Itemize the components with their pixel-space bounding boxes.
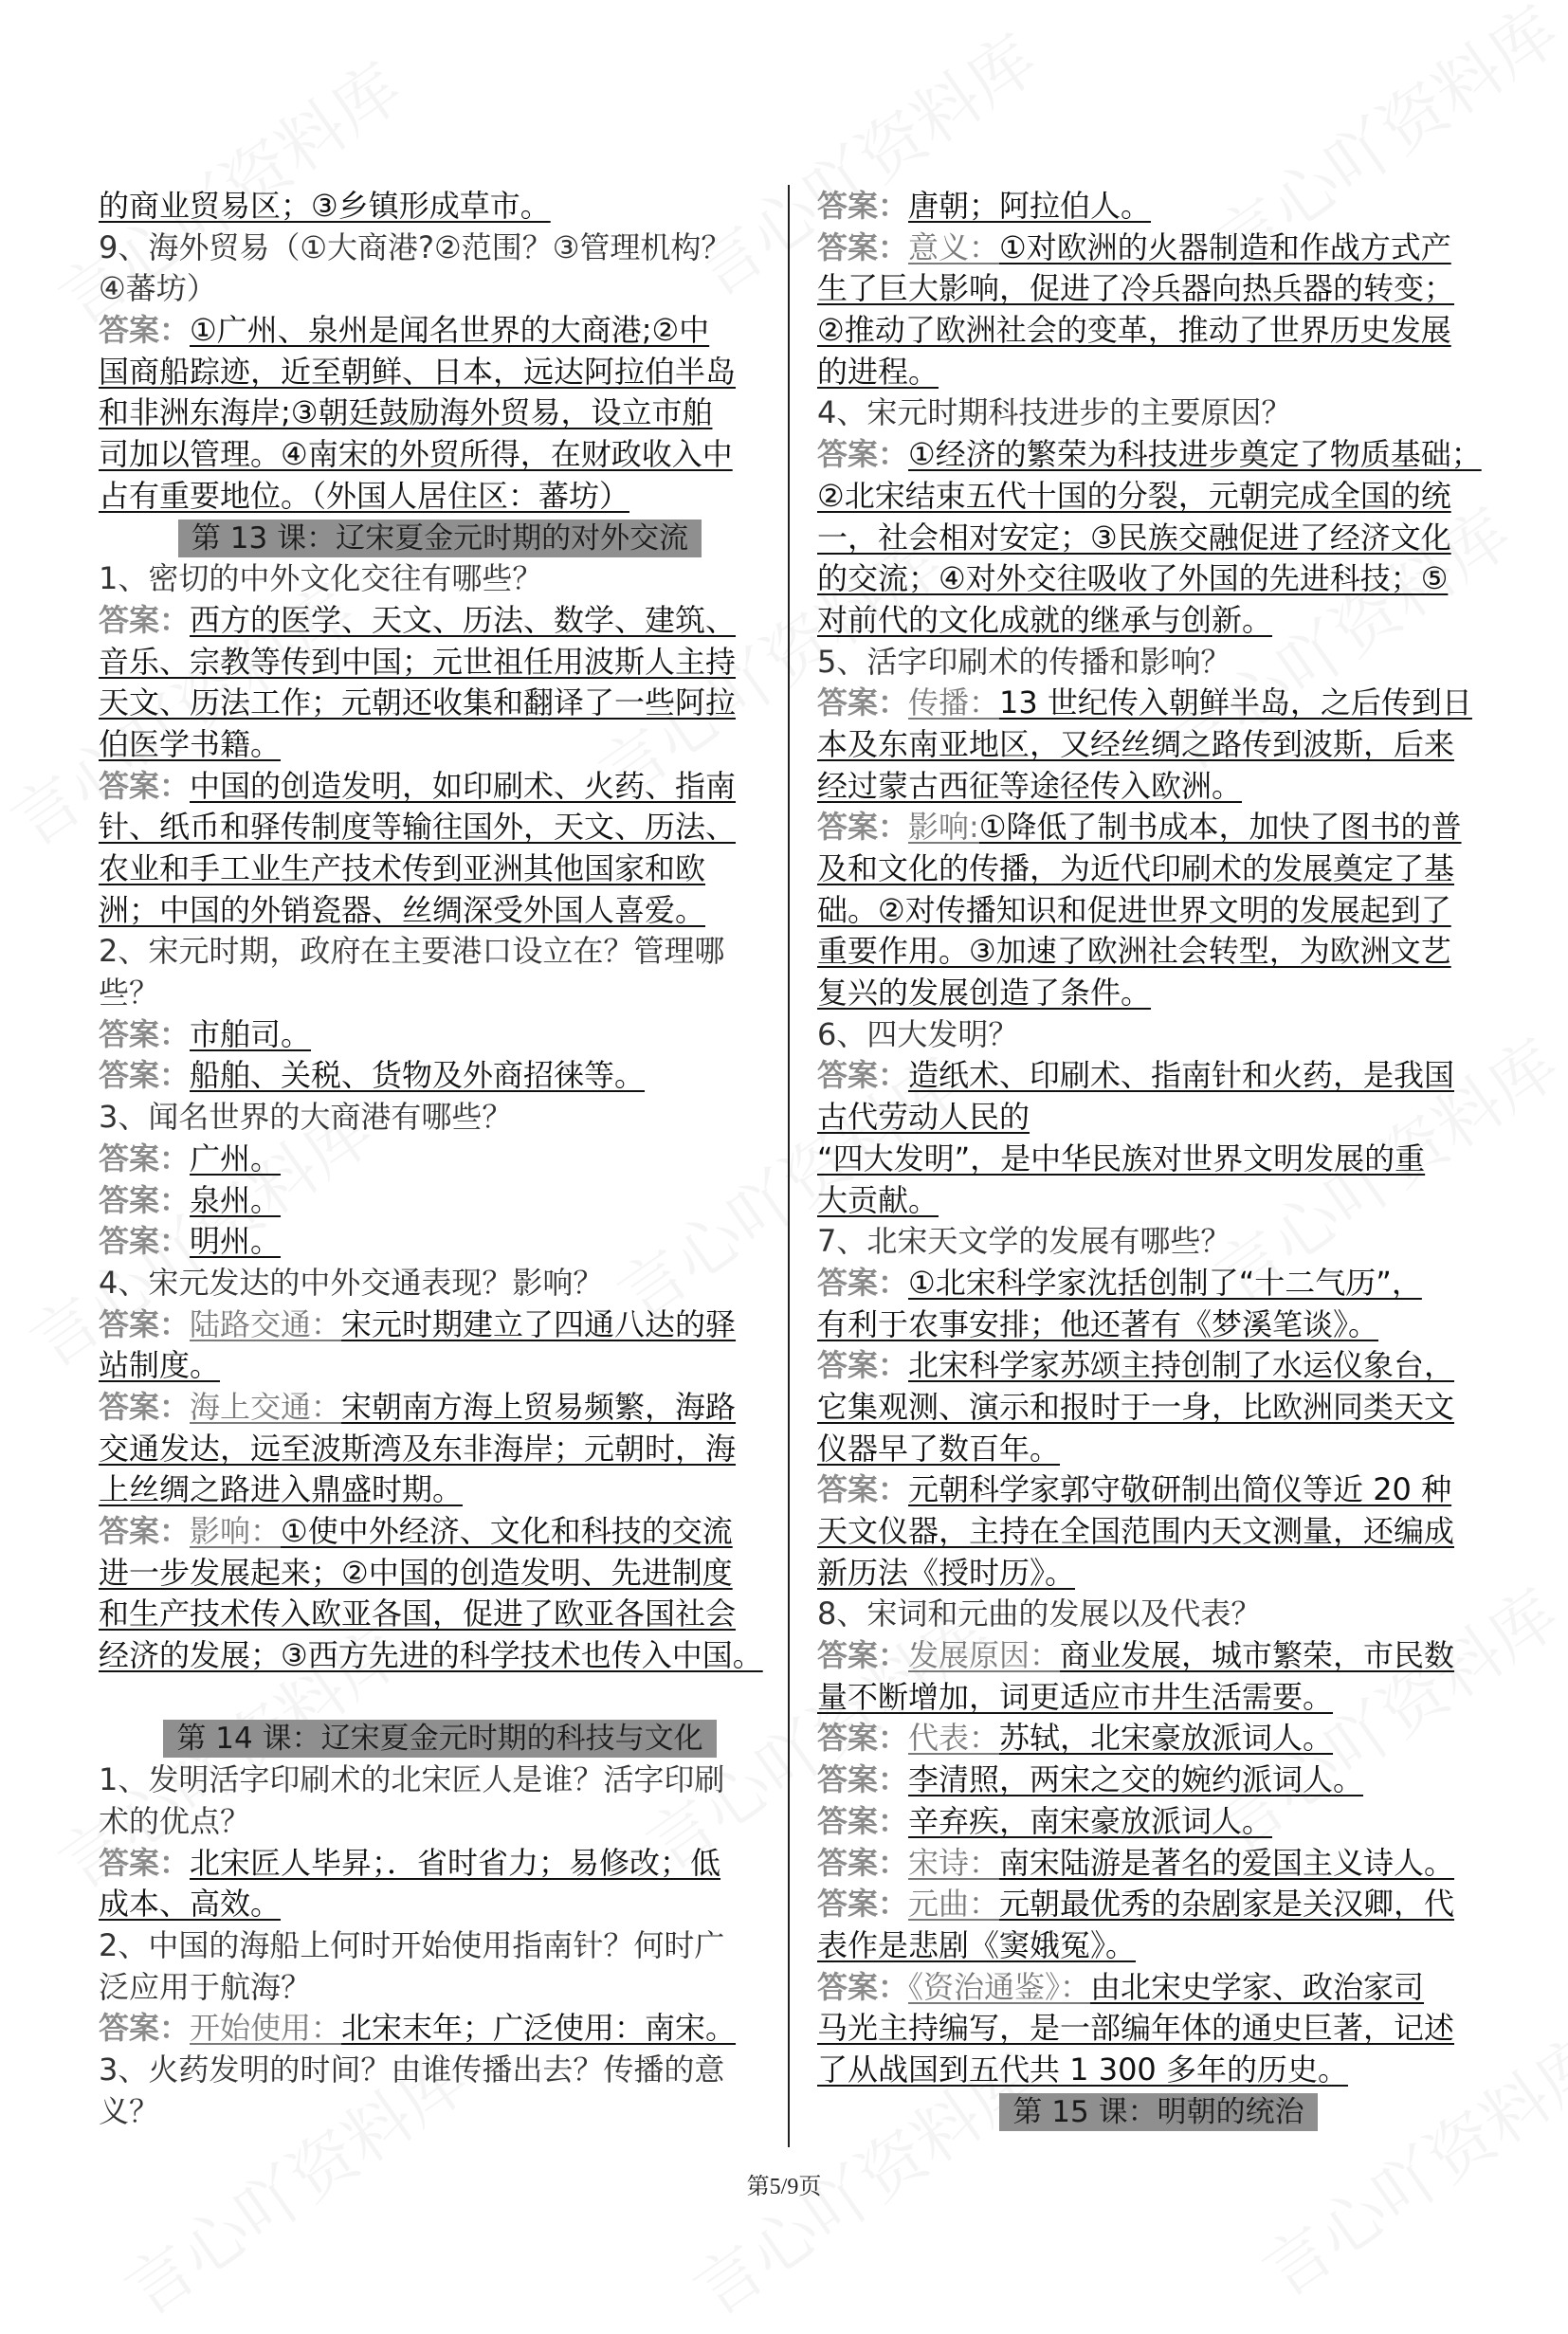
answer-label: 答案： bbox=[99, 2010, 191, 2047]
answer-line bbox=[99, 1055, 781, 1097]
answer-continuation bbox=[99, 890, 781, 932]
answer-text: 音乐、宗教等传到中国；元世祖任用波斯人主持 bbox=[99, 643, 737, 680]
answer-text: 重要作用。③加速了欧洲社会转型，为欧洲文艺 bbox=[817, 933, 1451, 970]
answer-label: 答案： bbox=[99, 1513, 191, 1549]
answer-label: 答案： bbox=[817, 809, 909, 846]
answer-text: ①使中外经济、文化和科技的交流 bbox=[281, 1513, 733, 1549]
answer-text: 站制度。 bbox=[99, 1347, 221, 1384]
answer-continuation bbox=[817, 268, 1500, 310]
answer-continuation bbox=[817, 2008, 1500, 2050]
lesson-heading-text: 第 15 课：明朝的统治 bbox=[999, 2093, 1317, 2131]
answer-text: 明州。 bbox=[190, 1223, 282, 1260]
answer-text: 元朝最优秀的杂剧家是关汉卿，代 bbox=[999, 1886, 1455, 1923]
answer-subtopic: 海上交通： bbox=[190, 1388, 342, 1425]
answer-continuation bbox=[99, 434, 781, 476]
answer-label: 答案： bbox=[99, 1057, 191, 1094]
answer-continuation bbox=[99, 683, 781, 724]
question-line: 5、活字印刷术的传播和影响？ bbox=[817, 643, 1231, 680]
answer-text: 一，社会相对安定；③民族交融促进了经济文化 bbox=[817, 519, 1451, 556]
answer-label: 答案： bbox=[817, 228, 909, 265]
answer-text: 天文、历法工作；元朝还收集和翻译了一些阿拉 bbox=[99, 684, 737, 721]
answer-line bbox=[99, 600, 781, 642]
answer-continuation bbox=[817, 1139, 1500, 1180]
answer-text: 的交流；④对外交往吸收了外国的先进科技；⑤ bbox=[817, 560, 1449, 597]
answer-text: 本及东南亚地区，又经丝绸之路传到波斯，后来 bbox=[817, 725, 1455, 762]
answer-continuation bbox=[817, 890, 1500, 932]
answer-text: 表作是悲剧《窦娥冤》。 bbox=[817, 1926, 1137, 1963]
answer-text: 伯医学书籍。 bbox=[99, 725, 282, 762]
lesson-heading-text: 第 14 课：辽宋夏金元时期的科技与文化 bbox=[163, 1720, 716, 1758]
answer-continuation bbox=[99, 642, 781, 684]
answer-line bbox=[817, 434, 1500, 476]
answer-text: ①经济的繁荣为科技进步奠定了物质基础； bbox=[908, 436, 1482, 473]
answer-label: 答案： bbox=[99, 601, 191, 638]
answer-label: 答案： bbox=[817, 436, 909, 473]
answer-text: 新历法《授时历》。 bbox=[817, 1554, 1076, 1591]
answer-continuation bbox=[817, 766, 1500, 808]
answer-subtopic: 元曲： bbox=[908, 1886, 1000, 1923]
answer-text: 市舶司。 bbox=[190, 1015, 312, 1052]
answer-line bbox=[817, 807, 1500, 848]
answer-text: 对前代的文化成就的继承与创新。 bbox=[817, 601, 1273, 638]
answer-continuation bbox=[817, 1180, 1500, 1222]
answer-text: ①北宋科学家沈括创制了“十二气历”， bbox=[908, 1264, 1422, 1301]
answer-line bbox=[817, 1469, 1500, 1511]
answer-label: 答案： bbox=[817, 1471, 909, 1508]
lesson-heading bbox=[99, 518, 781, 559]
answer-text: ①降低了制书成本，加快了图书的普 bbox=[978, 809, 1462, 846]
answer-label: 答案： bbox=[817, 1844, 909, 1881]
answer-text: 天文仪器，主持在全国范围内天文测量，还编成 bbox=[817, 1513, 1455, 1549]
answer-line bbox=[817, 1718, 1500, 1760]
answer-line bbox=[99, 1387, 781, 1429]
answer-label: 答案： bbox=[99, 1844, 191, 1881]
answer-text: ②北宋结束五代十国的分裂，元朝完成全国的统 bbox=[817, 477, 1451, 514]
answer-subtopic: 陆路交通： bbox=[190, 1305, 342, 1342]
answer-continuation bbox=[817, 352, 1500, 393]
answer-continuation bbox=[817, 1553, 1500, 1595]
answer-line bbox=[99, 1304, 781, 1346]
answer-text: ①广州、泉州是闻名世界的大商港;②中 bbox=[190, 312, 710, 349]
answer-continuation bbox=[99, 1635, 781, 1677]
answer-text: 中国的创造发明，如印刷术、火药、指南 bbox=[190, 767, 737, 804]
answer-continuation bbox=[817, 1387, 1500, 1429]
lesson-heading-text: 第 13 课：辽宋夏金元时期的对外交流 bbox=[178, 520, 702, 557]
answer-line bbox=[817, 1263, 1500, 1304]
answer-continuation bbox=[817, 518, 1500, 559]
answer-continuation bbox=[817, 1097, 1500, 1139]
answer-text: 的进程。 bbox=[817, 353, 939, 390]
answer-label: 答案： bbox=[99, 767, 191, 804]
answer-label: 答案： bbox=[817, 1637, 909, 1674]
answer-subtopic: 传播： bbox=[908, 684, 1000, 721]
answer-continuation bbox=[99, 1553, 781, 1595]
question-line: 术的优点？ bbox=[99, 1802, 251, 1839]
answer-label: 答案： bbox=[99, 1015, 191, 1052]
answer-line bbox=[817, 1843, 1500, 1885]
right-column bbox=[817, 186, 1500, 2132]
answer-continuation bbox=[99, 848, 781, 890]
answer-text: 苏轼，北宋豪放派词人。 bbox=[999, 1720, 1334, 1757]
answer-text: 进一步发展起来；②中国的创造发明、先进制度 bbox=[99, 1554, 733, 1591]
question-line: 1、发明活字印刷术的北宋匠人是谁？活字印刷 bbox=[99, 1761, 725, 1798]
answer-text: 西方的医学、天文、历法、数学、建筑、 bbox=[190, 601, 737, 638]
answer-line bbox=[817, 1055, 1500, 1097]
answer-label: 答案： bbox=[99, 312, 191, 349]
answer-line bbox=[817, 1760, 1500, 1801]
question-line: 义？ bbox=[99, 2092, 160, 2129]
answer-text: 国商船踪迹，近至朝鲜、日本，远达阿拉伯半岛 bbox=[99, 353, 737, 390]
blank-line bbox=[99, 1677, 781, 1719]
answer-continuation bbox=[99, 724, 781, 766]
answer-label: 答案： bbox=[99, 1140, 191, 1176]
answer-text: 交通发达，远至波斯湾及东非海岸；元朝时，海 bbox=[99, 1430, 737, 1467]
question-line: 3、闻名世界的大商港有哪些？ bbox=[99, 1099, 513, 1136]
question-line: 8、宋词和元曲的发展以及代表？ bbox=[817, 1596, 1262, 1632]
answer-line bbox=[817, 1635, 1500, 1677]
answer-label: 答案： bbox=[817, 1968, 909, 2005]
answer-line bbox=[99, 1221, 781, 1263]
answer-text: 唐朝；阿拉伯人。 bbox=[908, 188, 1152, 224]
answer-continuation bbox=[817, 558, 1500, 600]
answer-continuation bbox=[99, 807, 781, 848]
answer-text: 农业和手工业生产技术传到亚洲其他国家和欧 bbox=[99, 850, 706, 886]
answer-text: 马光主持编写，是一部编年体的通史巨著，记述 bbox=[817, 2010, 1455, 2047]
answer-text: 司加以管理。④南宋的外贸所得，在财政收入中 bbox=[99, 436, 733, 473]
answer-line bbox=[99, 1511, 781, 1553]
answer-text: 13 世纪传入朝鲜半岛，之后传到日 bbox=[999, 684, 1472, 721]
answer-line bbox=[817, 1345, 1500, 1387]
answer-continuation bbox=[99, 1345, 781, 1387]
answer-line bbox=[817, 1801, 1500, 1843]
answer-text: “四大发明”，是中华民族对世界文明发展的重 bbox=[817, 1140, 1426, 1176]
left-column bbox=[99, 186, 781, 2132]
answer-continuation bbox=[817, 1511, 1500, 1553]
answer-text: 的商业贸易区；③乡镇形成草市。 bbox=[99, 188, 551, 224]
answer-line bbox=[99, 310, 781, 352]
answer-continuation bbox=[99, 186, 781, 228]
answer-continuation bbox=[817, 310, 1500, 352]
question-line: 9、海外贸易（①大商港?②范围？③管理机构？ bbox=[99, 228, 732, 265]
answer-text: 广州。 bbox=[190, 1140, 282, 1176]
answer-label: 答案： bbox=[817, 1886, 909, 1923]
answer-text: 量不断增加，词更适应市井生活需要。 bbox=[817, 1678, 1334, 1715]
answer-text: 占有重要地位。（外国人居住区：蕃坊） bbox=[99, 477, 630, 514]
answer-subtopic: 代表： bbox=[908, 1720, 1000, 1757]
answer-text: ②推动了欧洲社会的变革，推动了世界历史发展 bbox=[817, 312, 1451, 349]
answer-continuation bbox=[817, 973, 1500, 1014]
answer-line bbox=[99, 1014, 781, 1056]
answer-line bbox=[99, 766, 781, 808]
answer-label: 答案： bbox=[817, 1057, 909, 1094]
answer-text: 和非洲东海岸;③朝廷鼓励海外贸易，设立市舶 bbox=[99, 394, 713, 431]
answer-continuation bbox=[817, 476, 1500, 518]
answer-text: 生了巨大影响，促进了冷兵器向热兵器的转变； bbox=[817, 270, 1455, 307]
answer-subtopic: 影响： bbox=[190, 1513, 282, 1549]
answer-line bbox=[99, 2008, 781, 2050]
question-line: 6、四大发明？ bbox=[817, 1015, 1019, 1052]
answer-text: 船舶、关税、货物及外商招徕等。 bbox=[190, 1057, 646, 1094]
answer-continuation bbox=[99, 392, 781, 434]
answer-text: 它集观测、演示和报时于一身，比欧洲同类天文 bbox=[817, 1388, 1455, 1425]
answer-label: 答案： bbox=[99, 1388, 191, 1425]
answer-continuation bbox=[817, 848, 1500, 890]
answer-text: 复兴的发展创造了条件。 bbox=[817, 975, 1152, 1012]
answer-label: 答案： bbox=[817, 1802, 909, 1839]
answer-text: 辛弃疾，南宋豪放派词人。 bbox=[908, 1802, 1273, 1839]
answer-label: 答案： bbox=[817, 1264, 909, 1301]
answer-continuation bbox=[817, 1925, 1500, 1967]
answer-text: 成本、高效。 bbox=[99, 1886, 282, 1923]
answer-line bbox=[817, 1967, 1500, 2009]
answer-text: 和生产技术传入欧亚各国，促进了欧亚各国社会 bbox=[99, 1596, 737, 1632]
answer-text: 李清照，两宋之交的婉约派词人。 bbox=[908, 1761, 1364, 1798]
answer-text: 础。②对传播知识和促进世界文明的发展起到了 bbox=[817, 891, 1451, 928]
answer-continuation bbox=[817, 931, 1500, 973]
answer-text: 商业发展，城市繁荣，市民数 bbox=[1060, 1637, 1455, 1674]
answer-text: 经济的发展；③西方先进的科学技术也传入中国。 bbox=[99, 1637, 763, 1674]
answer-text: 古代劳动人民的 bbox=[817, 1099, 1030, 1136]
answer-subtopic: 《资治通鉴》： bbox=[908, 1968, 1091, 2005]
answer-continuation bbox=[99, 352, 781, 393]
answer-subtopic: 影响: bbox=[908, 809, 979, 846]
answer-text: 北宋末年；广泛使用：南宋。 bbox=[341, 2010, 737, 2047]
answer-text: 仪器早了数百年。 bbox=[817, 1430, 1061, 1467]
answer-subtopic: 开始使用： bbox=[190, 2010, 342, 2047]
lesson-heading bbox=[817, 2091, 1500, 2133]
answer-text: 元朝科学家郭守敬研制出简仪等近 20 种 bbox=[908, 1471, 1452, 1508]
question-line: 4、宋元发达的中外交通表现？影响？ bbox=[99, 1264, 604, 1301]
answer-continuation bbox=[817, 724, 1500, 766]
answer-subtopic: 意义： bbox=[908, 228, 1000, 265]
answer-text: 及和文化的传播，为近代印刷术的发展奠定了基 bbox=[817, 850, 1455, 886]
answer-text: 针、纸币和驿传制度等输往国外，天文、历法、 bbox=[99, 809, 737, 846]
answer-text: 泉州。 bbox=[190, 1181, 282, 1218]
answer-continuation bbox=[99, 1884, 781, 1925]
answer-text: 了从战国到五代共 1 300 多年的历史。 bbox=[817, 2051, 1348, 2088]
answer-subtopic: 发展原因： bbox=[908, 1637, 1061, 1674]
answer-text: 宋元时期建立了四通八达的驿 bbox=[341, 1305, 737, 1342]
lesson-heading bbox=[99, 1718, 781, 1760]
question-line: 1、密切的中外文化交往有哪些？ bbox=[99, 560, 543, 597]
answer-label: 答案： bbox=[99, 1181, 191, 1218]
answer-continuation bbox=[817, 1677, 1500, 1719]
answer-text: ①对欧洲的火器制造和作战方式产 bbox=[999, 228, 1451, 265]
answer-label: 答案： bbox=[99, 1223, 191, 1260]
answer-continuation bbox=[817, 1304, 1500, 1346]
answer-line bbox=[99, 1180, 781, 1222]
answer-continuation bbox=[817, 1429, 1500, 1470]
answer-text: 有利于农事安排；他还著有《梦溪笔谈》。 bbox=[817, 1305, 1379, 1342]
answer-continuation bbox=[99, 476, 781, 518]
answer-continuation bbox=[817, 2050, 1500, 2091]
question-line: 2、宋元时期，政府在主要港口设立在？管理哪 bbox=[99, 933, 725, 970]
column-divider bbox=[788, 185, 790, 2147]
answer-text: 洲；中国的外销瓷器、丝绸深受外国人喜爱。 bbox=[99, 891, 706, 928]
question-line: 泛应用于航海？ bbox=[99, 1968, 312, 2005]
answer-text: 由北宋史学家、政治家司 bbox=[1090, 1968, 1425, 2005]
answer-subtopic: 宋诗： bbox=[908, 1844, 1000, 1881]
question-line: ④蕃坊） bbox=[99, 270, 217, 307]
answer-continuation bbox=[99, 1594, 781, 1635]
answer-line bbox=[817, 228, 1500, 269]
answer-line bbox=[817, 186, 1500, 228]
answer-text: 经过蒙古西征等途径传入欧洲。 bbox=[817, 767, 1243, 804]
answer-line bbox=[99, 1139, 781, 1180]
answer-text: 大贡献。 bbox=[817, 1181, 939, 1218]
answer-continuation bbox=[817, 600, 1500, 642]
question-line: 2、中国的海船上何时开始使用指南针？何时广 bbox=[99, 1926, 725, 1963]
question-line: 些？ bbox=[99, 975, 160, 1012]
answer-continuation bbox=[99, 1429, 781, 1470]
answer-text: 宋朝南方海上贸易频繁，海路 bbox=[341, 1388, 737, 1425]
answer-text: 上丝绸之路进入鼎盛时期。 bbox=[99, 1471, 464, 1508]
question-line: 3、火药发明的时间？由谁传播出去？传播的意 bbox=[99, 2051, 725, 2088]
answer-label: 答案： bbox=[817, 188, 909, 224]
answer-line bbox=[817, 1884, 1500, 1925]
answer-label: 答案： bbox=[99, 1305, 191, 1342]
question-line: 7、北宋天文学的发展有哪些？ bbox=[817, 1223, 1231, 1260]
question-line: 4、宋元时期科技进步的主要原因？ bbox=[817, 394, 1292, 431]
page-number: 第5/9页 bbox=[746, 2175, 822, 2199]
answer-text: 造纸术、印刷术、指南针和火药，是我国 bbox=[908, 1057, 1455, 1094]
answer-line bbox=[817, 683, 1500, 724]
answer-line bbox=[99, 1843, 781, 1885]
answer-label: 答案： bbox=[817, 1347, 909, 1384]
answer-label: 答案： bbox=[817, 684, 909, 721]
answer-label: 答案： bbox=[817, 1761, 909, 1798]
answer-continuation bbox=[99, 1469, 781, 1511]
answer-text: 北宋匠人毕昇；．省时省力；易修改；低 bbox=[190, 1844, 721, 1881]
answer-label: 答案： bbox=[817, 1720, 909, 1757]
answer-text: 北宋科学家苏颂主持创制了水运仪象台， bbox=[908, 1347, 1455, 1384]
answer-text: 南宋陆游是著名的爱国主义诗人。 bbox=[999, 1844, 1455, 1881]
